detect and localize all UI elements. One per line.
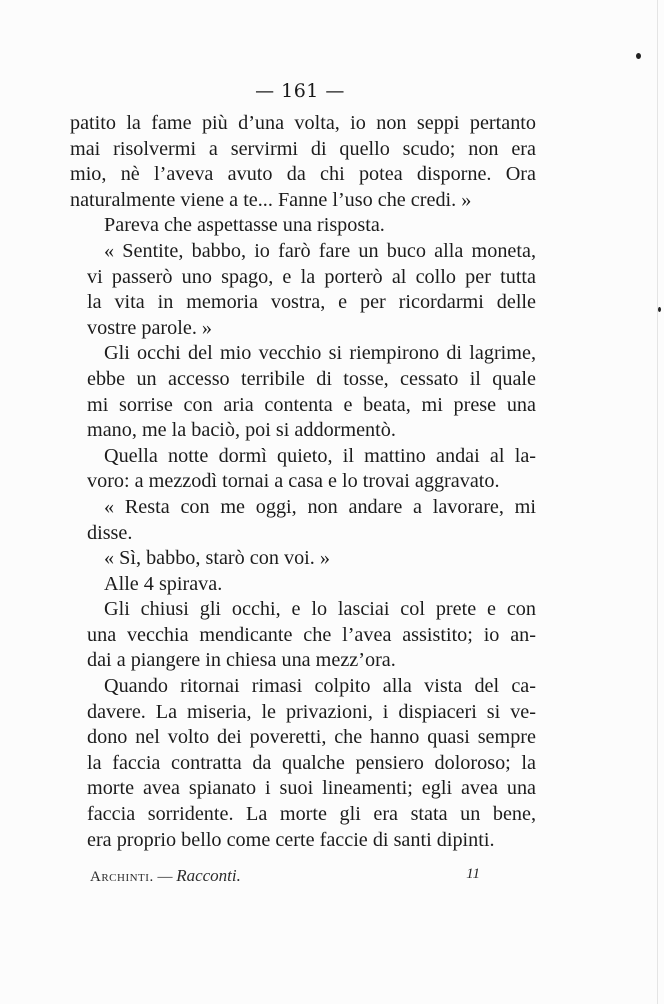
text-line: ebbe un accesso terribile di tosse, cessato il quale xyxy=(87,367,536,390)
text-line: dai a piangere in chiesa una mezz’ora. xyxy=(87,649,396,672)
page-number: — 161 — xyxy=(255,80,345,102)
paragraph xyxy=(70,495,536,546)
text-line: la faccia contratta da qualche pensiero doloroso; la xyxy=(87,751,536,774)
text-line: Gli chiusi gli occhi, e lo lasciai col prete e con xyxy=(104,598,536,621)
text-line: davere. La miseria, le privazioni, i dispiaceri si ve- xyxy=(87,700,536,723)
text-line: faccia sorridente. La morte gli era stata un bene, xyxy=(87,803,536,826)
paragraph xyxy=(70,444,536,495)
text-line: patito la fame più d’una volta, io non seppi pertanto xyxy=(70,112,536,134)
text-line: naturalmente viene a te... Fanne l’uso che credi. » xyxy=(70,188,472,211)
text-line: era proprio bello come certe faccie di santi dipinti. xyxy=(87,828,495,851)
text-line: « Sì, babbo, starò con voi. » xyxy=(104,547,330,570)
text-line: « Resta con me oggi, non andare a lavorare, mi xyxy=(104,495,536,518)
paragraph xyxy=(70,597,536,674)
text-line: Alle 4 spirava. xyxy=(104,572,223,595)
text-line: disse. xyxy=(87,521,133,544)
text-line: Pareva che aspettasse una risposta. xyxy=(104,214,385,237)
printer-signature xyxy=(90,866,480,886)
ink-speck xyxy=(658,307,661,312)
text-line: « Sentite, babbo, io farò fare un buco alla moneta, xyxy=(104,239,536,262)
signature-author: Archinti. xyxy=(90,869,154,885)
text-line: Quella notte dormì quieto, il mattino andai al la- xyxy=(104,444,536,467)
text-line: dono nel volto dei poveretti, che hanno quasi sempre xyxy=(87,726,536,749)
text-line: mano, me la baciò, poi si addormentò. xyxy=(87,419,396,442)
paragraph xyxy=(70,674,536,853)
text-line: mi sorrise con aria contenta e beata, mi prese una xyxy=(87,393,536,416)
paragraph xyxy=(70,572,536,598)
page-edge-line xyxy=(657,0,658,1004)
signature-separator: — xyxy=(157,869,173,885)
text-line: morte avea spianato i suoi lineamenti; egli avea una xyxy=(87,777,536,800)
text-line: Quando ritornai rimasi colpito alla vista del ca- xyxy=(104,675,536,698)
body-text xyxy=(70,111,536,853)
text-line: una vecchia mendicante che l’avea assistito; io an- xyxy=(87,623,536,646)
paragraph xyxy=(70,341,536,443)
text-line: Gli occhi del mio vecchio si riempirono di lagrime, xyxy=(104,342,536,365)
text-line: vi passerò uno spago, e la porterò al collo per tutta xyxy=(87,265,536,288)
text-line: vostre parole. » xyxy=(87,316,213,339)
paragraph xyxy=(70,111,536,213)
text-line: la vita in memoria vostra, e per ricordarmi delle xyxy=(87,291,536,314)
text-line: voro: a mezzodì tornai a casa e lo trovai aggravato. xyxy=(87,470,500,493)
ink-speck xyxy=(636,53,641,59)
paragraph xyxy=(70,546,536,572)
text-line: mai risolvermi a servirmi di quello scudo; non era xyxy=(70,137,536,160)
text-line: mio, nè l’aveva avuto da chi potea disporne. Ora xyxy=(70,163,536,186)
paragraph xyxy=(70,213,536,239)
paragraph xyxy=(70,239,536,341)
signature-title: Racconti. xyxy=(176,866,241,885)
signature-sheet-number: 11 xyxy=(466,866,480,882)
